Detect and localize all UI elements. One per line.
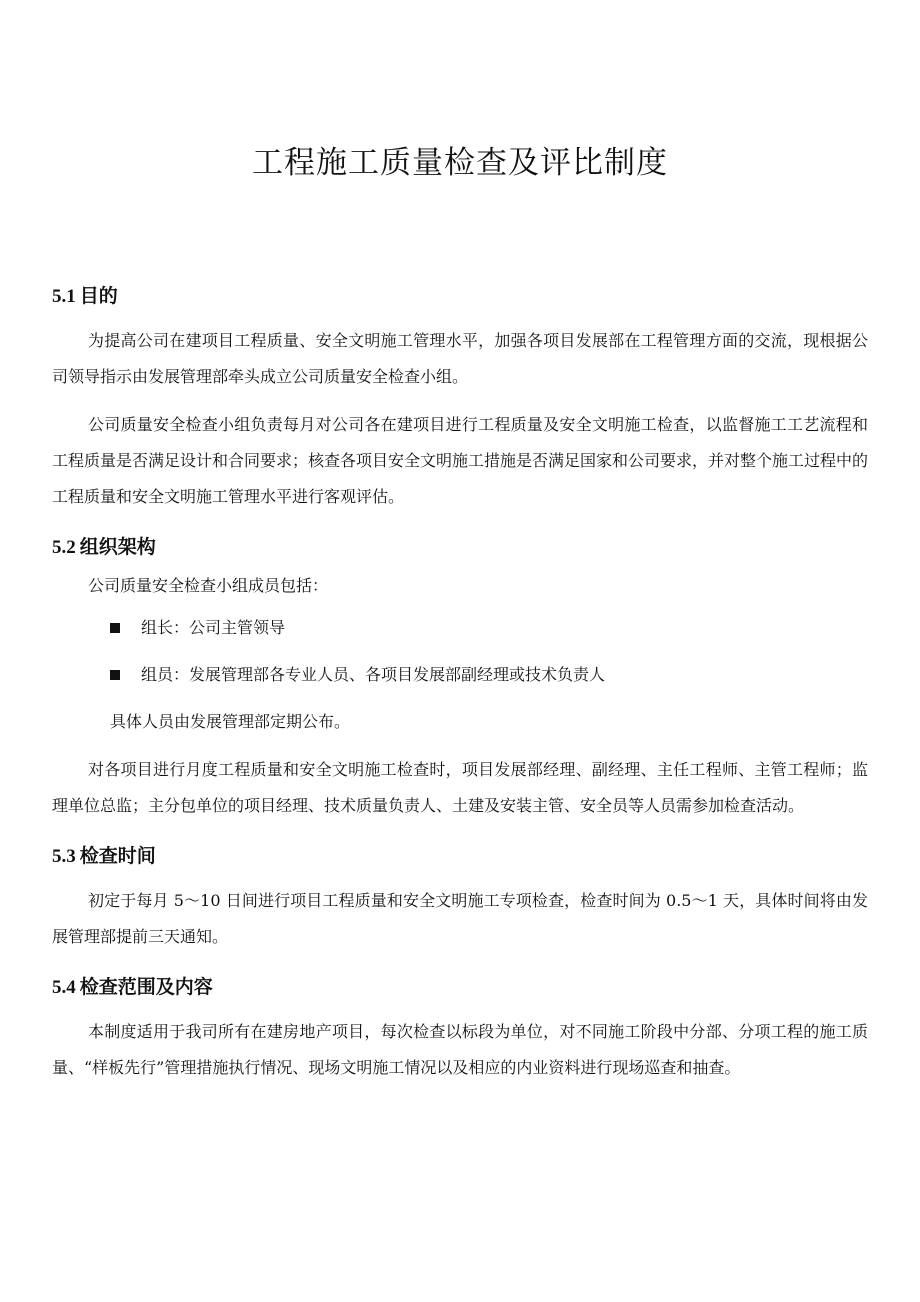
square-bullet-icon [110, 623, 120, 633]
section-title: 组织架构 [79, 536, 156, 558]
paragraph: 为提高公司在建项目工程质量、安全文明施工管理水平，加强各项目发展部在工程管理方面的交流，现根据公司领导指示由发展管理部牵头成立公司质量安全检查小组。 [52, 331, 868, 386]
paragraph-note: 具体人员由发展管理部定期公布。 [110, 712, 351, 731]
document-title: 工程施工质量检查及评比制度 [252, 145, 668, 181]
section-number: 5.4 [52, 977, 76, 998]
paragraph: 初定于每月 5～10 日间进行项目工程质量和安全文明施工专项检查，检查时间为 0.5～1 天，具体时间将由发展管理部提前三天通知。 [52, 891, 868, 946]
section-heading-5-3 [52, 836, 868, 877]
section-title: 目的 [79, 285, 118, 307]
paragraph: 对各项目进行月度工程质量和安全文明施工检查时，项目发展部经理、副经理、主任工程师、主管工程师；监理单位总监；主分包单位的项目经理、技术质量负责人、土建及安装主管、安全员等人员需参加检查活动。 [52, 760, 868, 815]
section-title: 检查范围及内容 [79, 976, 213, 998]
section-number: 5.1 [52, 286, 76, 307]
section-title: 检查时间 [79, 845, 156, 867]
list-item-text: 组长：公司主管领导 [141, 618, 286, 637]
section-number: 5.2 [52, 537, 76, 558]
paragraph: 公司质量安全检查小组成员包括： [88, 576, 329, 595]
paragraph: 本制度适用于我司所有在建房地产项目，每次检查以标段为单位，对不同施工阶段中分部、分项工程的施工质量、“样板先行”管理措施执行情况、现场文明施工情况以及相应的内业资料进行现场巡查和抽查。 [52, 1022, 868, 1077]
list-item-text: 组员：发展管理部各专业人员、各项目发展部副经理或技术负责人 [141, 665, 606, 684]
document-body [52, 276, 868, 1086]
square-bullet-icon [110, 670, 120, 680]
section-heading-5-4 [52, 967, 868, 1008]
section-heading-5-1 [52, 276, 868, 317]
section-number: 5.3 [52, 846, 76, 867]
paragraph: 公司质量安全检查小组负责每月对公司各在建项目进行工程质量及安全文明施工检查，以监督施工工艺流程和工程质量是否满足设计和合同要求；核查各项目安全文明施工措施是否满足国家和公司要求，并对整个施工过程中的工程质量和安全文明施工管理水平进行客观评估。 [52, 415, 869, 506]
list-item [110, 657, 868, 693]
section-heading-5-2 [52, 527, 868, 568]
list-item [110, 610, 868, 646]
